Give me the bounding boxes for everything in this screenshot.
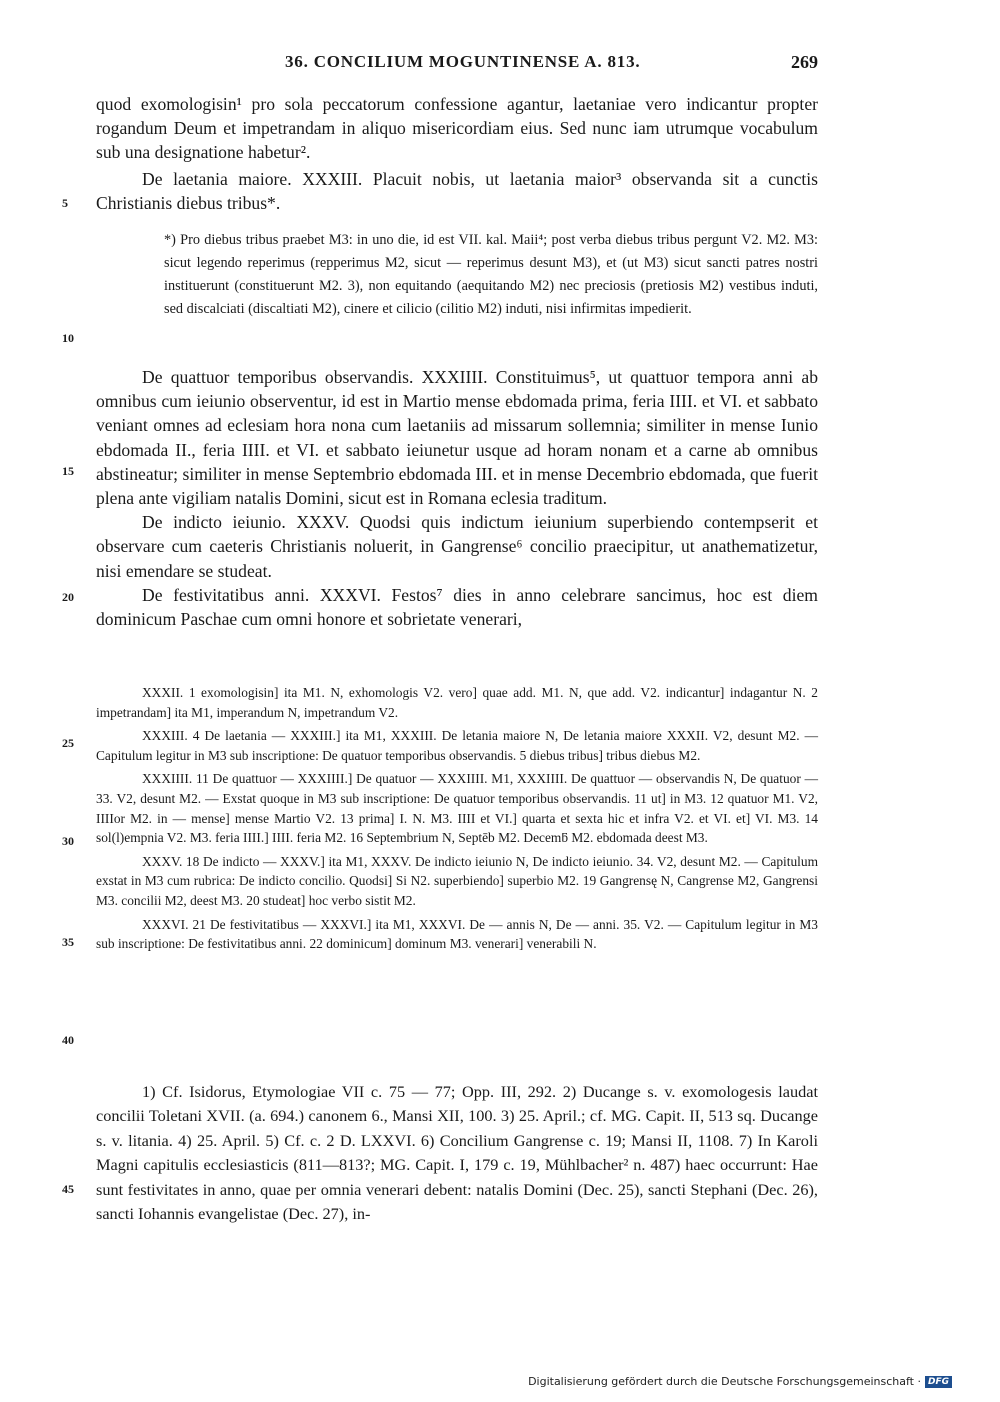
line-number: 25 [62,736,74,750]
paragraph-festivitatibus: De festivitatibus anni. XXXVI. Festos⁷ dies in anno celebrare sancimus, hoc est diem dominicum Paschae cum omni honore et sobrietate venerari, [96,584,818,630]
line-number: 15 [62,464,74,478]
apparatus-entry: XXXVI. 21 De festivitatibus — XXXVI.] ita M1, XXXVI. De — annis N, De — anni. 35. V2. — Capitulum legitur in M3 sub inscriptione: De festivitatibus anni. 22 dominicum] dominum M3. venerari] venerabili N. [96,916,818,952]
apparatus-entry: XXXIII. 4 De laetania — XXXIII.] ita M1, XXXIII. De letania maiore N, De letania maiore XXXII. V2, desunt M2. — Capitulum legitur in M3 sub inscriptione: De quatuor temporibus observandis. 5 diebus tribus] tribus diebus M2. [96,728,818,763]
funder-credit [528,1375,952,1388]
paragraph-quattuor-temporibus: De quattuor temporibus observandis. XXXIIII. Constituimus⁵, ut quattuor tempora anni ab omnibus cum ieiunio observentur, id est in Martio mense ebdomada prima, feria IIII. et VI. et sabbato veniant omnes ad eclesiam hora nona cum laetaniis ad missarum sollemnia; similiter in mense Iunio ebdomada II., feria IIII. et VI. et sabbato ieiunetur usque ad horam nonam et a carne ab omnibus abstineatur; similiter in mense Septembrio ebdomada III. et in mense Decembrio ebdomada, que fuerit plena ante vigiliam natalis Domini, sicut est in Romana eclesia traditum. [96,367,818,509]
line-number: 20 [62,590,74,604]
line-number: 35 [62,935,74,949]
funder-text: Digitalisierung gefördert durch die Deutsche Forschungsgemeinschaft · [528,1375,921,1388]
paragraph-exomologisin: quod exomologisin¹ pro sola peccatorum confessione agantur, laetaniae vero indicantur propter rogandum Deum et impetrandam in aliquo misericordiam eius. Sed nunc iam utrumque vocabulum sub una designatione habetur². [96,94,818,163]
main-text-bottom [96,365,818,631]
apparatus-entry: XXXIIII. 11 De quattuor — XXXIIII.] De quatuor — XXXIIII. M1, XXXIIII. De quattuor — observandis N, De quatuor — 33. V2, desunt M2. — Exstat quoque in M3 sub inscriptione: De quatuor temporibus observandis. 11 ut] in M3. 12 quatuor M1. V2, IIIIor M2. in — mense] mense Martio V2. 13 prima] I. N. M3. IIII et VI.] quarta et sexta hic et infra V2. et VI. et] VI. M3. 14 sol(l)empnia V2. M3. feria IIII.] IIII. feria M2. 16 Septembrium N, Septēb M2. Decemƃ M2. ebdomada deest M3. [96,771,818,846]
line-number: 30 [62,834,74,848]
footnote-star: *) Pro diebus tribus praebet M3: in uno die, id est VII. kal. Maii⁴; post verba diebus tribus pergunt V2. M2. M3: sicut legendo reperimus (repperimus M2, sicut — reperimus desunt M3), et (ut M3) sicut sancti patres nostri instituerunt (constituerunt M2. 3), non equitando (aequitando M2) nec preciosis (pretiosis M2) vestibus induti, sed discalciati (discaltiati M2), cinere et cilicio (cilitio M2) induti, nisi infirmitas impedierit. [164,232,818,317]
historical-notes [96,1080,818,1226]
apparatus-entry: XXXII. 1 exomologisin] ita M1. N, exhomologis V2. vero] quae add. M1. N, que add. V2. indicantur] indagantur N. 2 impetrandam] ita M1, imperandum N, impetrandum V2. [96,685,818,720]
page-number: 269 [791,52,818,72]
running-header [95,52,818,82]
line-number: 40 [62,1033,74,1047]
running-title: 36. CONCILIUM MOGUNTINENSE A. 813. [285,52,641,71]
line-number: 5 [62,196,68,210]
paragraph-laetania-maiore: De laetania maiore. XXXIII. Placuit nobis, ut laetania maior³ observanda sit a cunctis Christianis diebus tribus*. [96,168,818,213]
line-number: 45 [62,1182,74,1196]
main-text-top [96,92,818,215]
critical-apparatus [96,683,818,958]
notes-paragraph: 1) Cf. Isidorus, Etymologiae VII c. 75 — 77; Opp. III, 292. 2) Ducange s. v. exomologesis laudat concilii Toletani XVII. (a. 694.) canonem 6., Mansi XII, 100. 3) 25. April.; cf. MG. Capit. II, 513 sq. Ducange s. v. litania. 4) 25. April. 5) Cf. c. 2 D. LXXVI. 6) Concilium Gangrense c. 19; Mansi II, 1108. 7) In Karoli Magni capitulis ecclesiasticis (811—813?; MG. Capit. I, 179 c. 19, Mühlbacher² n. 487) haec occurrunt: Hae sunt festivitates in anno, quae per omnia venerari debent: natalis Domini (Dec. 25), sancti Stephani (Dec. 26), sancti Iohannis evangelistae (Dec. 27), in- [96,1082,818,1224]
line-number: 10 [62,331,74,345]
paragraph-indicto-ieiunio: De indicto ieiunio. XXXV. Quodsi quis indictum ieiunium superbiendo contempserit et observare cum caeteris Christianis noluerit, in Gangrense⁶ concilio praecipitur, ut anathematizetur, nisi emendare se studeat. [96,512,818,581]
dfg-logo: DFG [925,1376,952,1388]
apparatus-entry: XXXV. 18 De indicto — XXXV.] ita M1, XXXV. De indicto ieiunio N, De indicto ieiunio. 34. V2, desunt M2. — Capitulum exstat in M3 cum rubrica: De indicto concilio. Quodsi] Si N2. superbiendo] superbio M2. 19 Gangrensę N, Cangrense M2, Gangrensi M3. concilii M2, deest M3. 20 studeat] hoc verbo sistit M2. [96,853,818,908]
